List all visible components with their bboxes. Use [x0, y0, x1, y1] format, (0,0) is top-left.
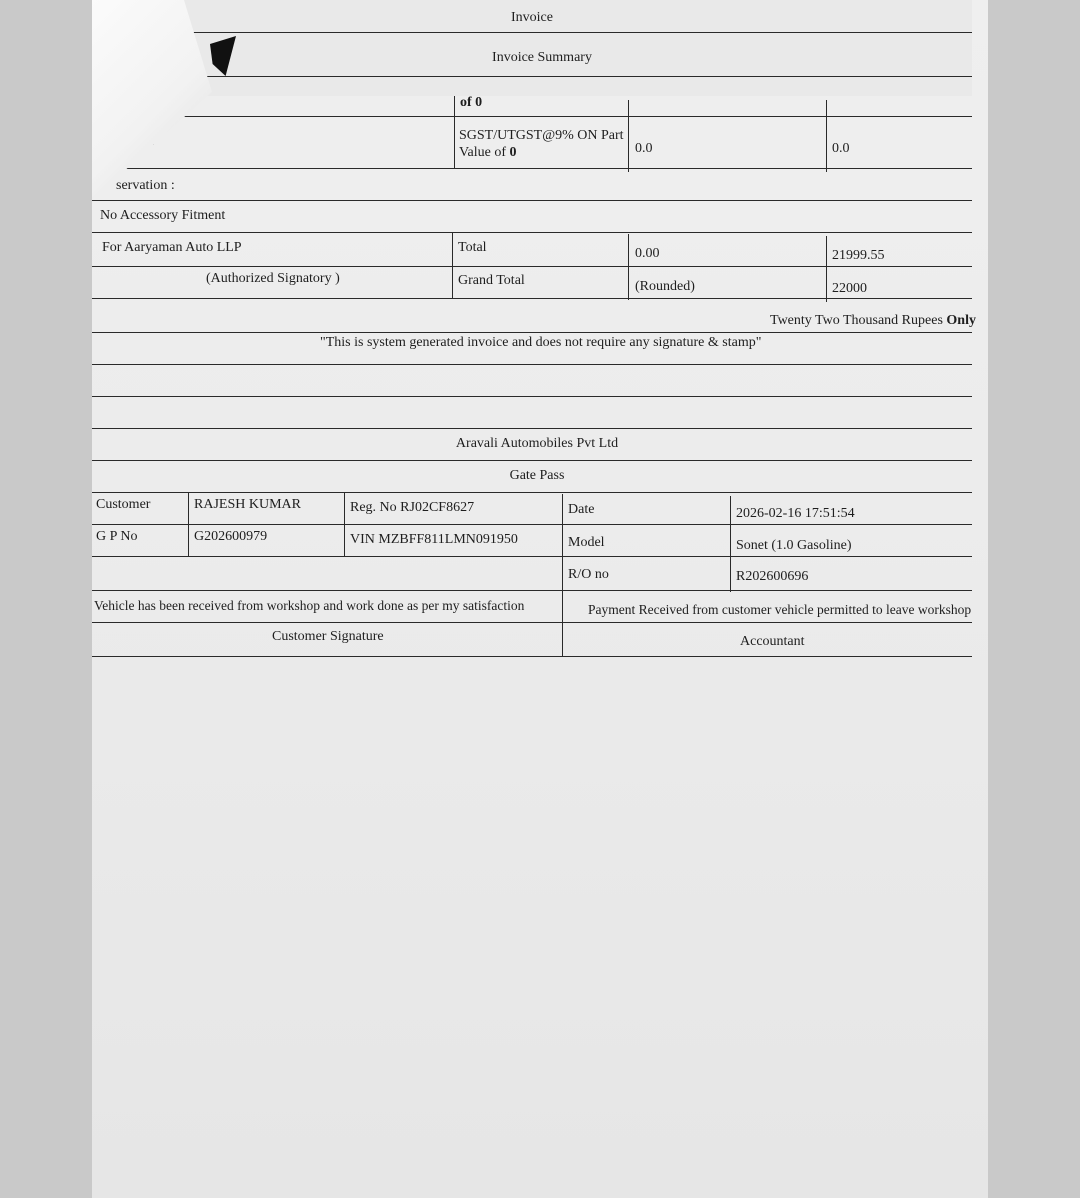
date-value: 2026-02-16 17:51:54: [736, 506, 855, 521]
invoice-title: Invoice: [511, 10, 553, 25]
divider: [92, 32, 972, 33]
total-label: Total: [458, 240, 487, 255]
total-col1: 0.00: [635, 246, 660, 261]
grand-total-col2: 22000: [832, 281, 867, 296]
divider: [92, 396, 972, 397]
gate-pass-company: Aravali Automobiles Pvt Ltd: [455, 436, 619, 451]
customer-signature: Customer Signature: [272, 629, 384, 644]
reg-no: Reg. No RJ02CF8627: [350, 500, 475, 515]
divider: [628, 234, 629, 300]
divider: [562, 494, 563, 656]
gate-pass-title: Gate Pass: [509, 468, 565, 483]
divider: [92, 656, 972, 657]
sgst-amount-2: 0.0: [832, 141, 850, 156]
invoice-summary-title: Invoice Summary: [492, 50, 592, 65]
divider: [92, 116, 972, 117]
divider: [92, 556, 972, 557]
divider: [92, 492, 972, 493]
customer-label: Customer: [96, 497, 151, 512]
divider: [92, 622, 972, 623]
total-col2: 21999.55: [832, 248, 885, 263]
model-label: Model: [568, 535, 605, 550]
ro-label: R/O no: [568, 567, 609, 582]
divider: [92, 524, 972, 525]
divider: [92, 76, 972, 77]
customer-value: RAJESH KUMAR: [194, 497, 301, 512]
sgst-amount-1: 0.0: [635, 141, 653, 156]
divider: [92, 428, 972, 429]
invoice-page: [92, 0, 988, 1198]
sgst-label-line1: SGST/UTGST@9% ON Part: [459, 128, 624, 143]
grand-total-col1: (Rounded): [635, 279, 695, 294]
system-note: "This is system generated invoice and does not require any signature & stamp": [320, 335, 762, 350]
accountant: Accountant: [740, 634, 805, 649]
divider: [92, 232, 972, 233]
divider: [452, 232, 453, 298]
sgst-label-line2: Value of 0: [459, 145, 517, 160]
right-statement: Payment Received from customer vehicle permitted to leave workshop: [588, 602, 972, 617]
authorized-signatory: (Authorized Signatory ): [206, 271, 340, 286]
divider: [826, 100, 827, 172]
gp-no-label: G P No: [96, 529, 138, 544]
divider: [92, 200, 972, 201]
divider: [826, 236, 827, 302]
divider: [92, 266, 972, 267]
divider: [92, 298, 972, 299]
model-value: Sonet (1.0 Gasoline): [736, 538, 852, 553]
vin: VIN MZBFF811LMN091950: [350, 532, 518, 547]
observation-label: servation :: [116, 178, 175, 193]
for-company: For Aaryaman Auto LLP: [102, 240, 242, 255]
divider: [454, 96, 455, 168]
partial-row-text: of 0: [460, 95, 483, 110]
divider: [92, 168, 972, 169]
grand-total-label: Grand Total: [458, 273, 525, 288]
divider: [92, 332, 972, 333]
observation-text: No Accessory Fitment: [100, 208, 226, 223]
ro-value: R202600696: [736, 569, 809, 584]
left-statement: Vehicle has been received from workshop and work done as per my satisfaction: [94, 598, 525, 613]
date-label: Date: [568, 502, 595, 517]
divider: [92, 460, 972, 461]
divider: [628, 100, 629, 172]
amount-in-words: Twenty Two Thousand Rupees Only: [770, 313, 976, 328]
divider: [730, 496, 731, 592]
gp-no-value: G202600979: [194, 529, 268, 544]
divider: [92, 590, 972, 591]
divider: [92, 364, 972, 365]
